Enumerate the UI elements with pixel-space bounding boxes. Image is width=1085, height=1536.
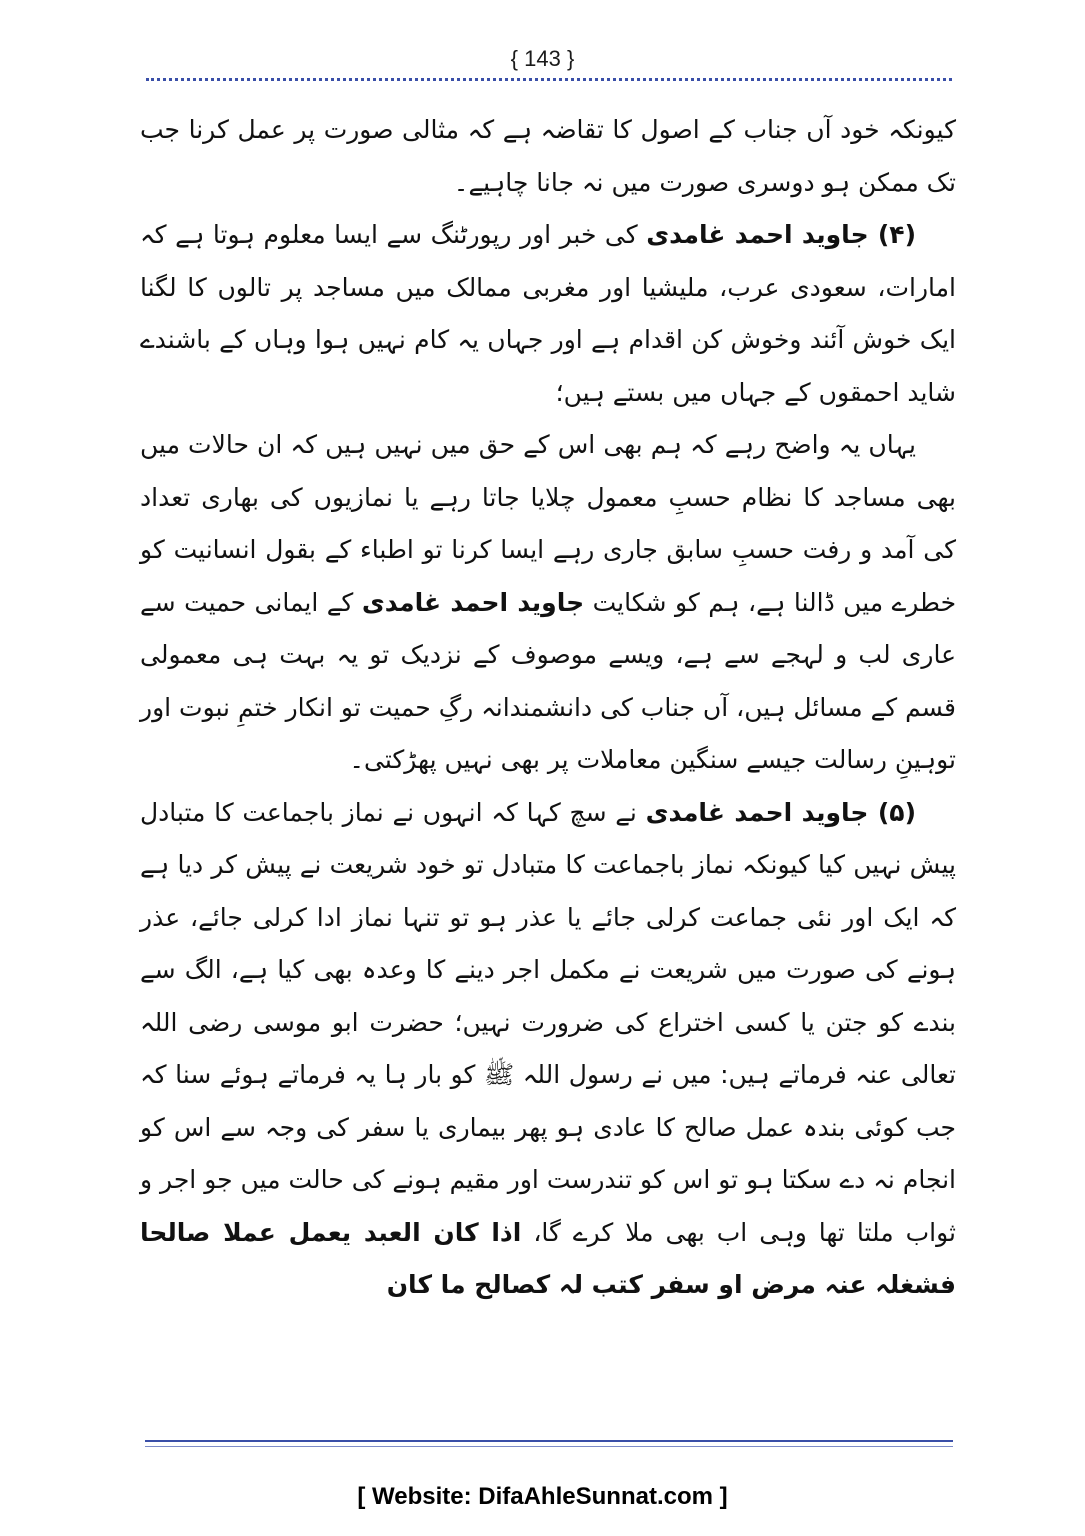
paragraph-arabic-quote: اذا کان العبد یعمل عملا صالحا فشغلہ عنہ مرض او سفر کتب لہ کصالح ما کان xyxy=(140,1217,956,1299)
footer-rule-thin xyxy=(145,1446,953,1447)
paragraph-text: کیونکہ خود آں جناب کے اصول کا تقاضہ ہے کہ مثالی صورت پر عمل کرنا جب تک ممکن ہو دوسری صورت میں نہ جانا چاہیے۔ xyxy=(140,115,956,197)
paragraph-text: یہاں یہ واضح رہے کہ ہم بھی اس کے حق میں نہیں ہیں کہ ان حالات میں بھی مساجد کا نظام حسبِ معمول چلایا جاتا رہے یا نمازیوں کی بھاری تعداد کی آمد و رفت حسبِ سابق جاری رہے ایسا کرنا تو اطباء کے بقول انسانیت کو خطرے میں ڈالنا ہے، ہم کو شکایت xyxy=(140,430,957,617)
website-footer: [ Website: DifaAhleSunnat.com ] xyxy=(357,1483,728,1510)
header-dotted-rule xyxy=(146,78,952,81)
footer-rule xyxy=(145,1440,953,1442)
paragraph-lead: (۴) جاوید احمد غامدی xyxy=(646,220,916,249)
paragraph-text: نے سچ کہا کہ انہوں نے نماز باجماعت کا متبادل پیش نہیں کیا کیونکہ نماز باجماعت کا متبادل تو خود شریعت نے پیش کر دیا ہے کہ ایک اور نئی جماعت کرلی جائے یا عذر ہو تو تنہا نماز ادا کرلی جائے، عذر ہونے کی صورت میں شریعت نے مکمل اجر دینے کا وعدہ بھی کیا ہے، الگ سے بندے کو جتن یا کسی اختراع کی ضرورت نہیں؛ حضرت ابو موسی رضی اللہ تعالی عنہ فرماتے ہیں: میں نے رسول اللہ ﷺ کو بار ہا یہ فرماتے ہوئے سنا کہ جب کوئی بندہ عمل صالح کا عادی ہو پھر بیماری یا سفر کی وجہ سے اس کو انجام نہ دے سکتا ہو تو اس کو تندرست اور مقیم ہونے کی حالت میں جو اجر و ثواب ملتا تھا وہی اب بھی ملا کرے گا، xyxy=(140,797,956,1247)
page-number: { 143 } xyxy=(510,46,575,71)
paragraph-text: کی خبر اور رپورٹنگ سے ایسا معلوم ہوتا ہے کہ امارات، سعودی عرب، ملیشیا اور مغربی ممالک میں مساجد پر تالوں کا لگنا ایک خوش آئند وخوش کن اقدام ہے اور جہاں یہ کام نہیں ہوا وہاں کے باشندے شاید احمقوں کے جہاں میں بستے ہیں؛ xyxy=(140,220,956,407)
paragraph-2 xyxy=(140,209,956,419)
article-body xyxy=(140,104,956,1312)
paragraph-bold-name: جاوید احمد غامدی xyxy=(361,587,585,617)
paragraph-4 xyxy=(140,787,956,1312)
paragraph-1 xyxy=(140,104,956,209)
paragraph-lead: (۵) جاوید احمد غامدی xyxy=(645,797,916,827)
paragraph-3 xyxy=(140,419,956,787)
paragraph-text: کے ایمانی حمیت سے عاری لب و لہجے سے ہے، ویسے موصوف کے نزدیک تو یہ بہت ہی معمولی قسم کے مسائل ہیں، آں جناب کی دانشمندانہ رگِ حمیت تو انکار ختمِ نبوت اور توہینِ رسالت جیسے سنگین معاملات پر بھی نہیں پھڑکتی۔ xyxy=(140,587,956,774)
